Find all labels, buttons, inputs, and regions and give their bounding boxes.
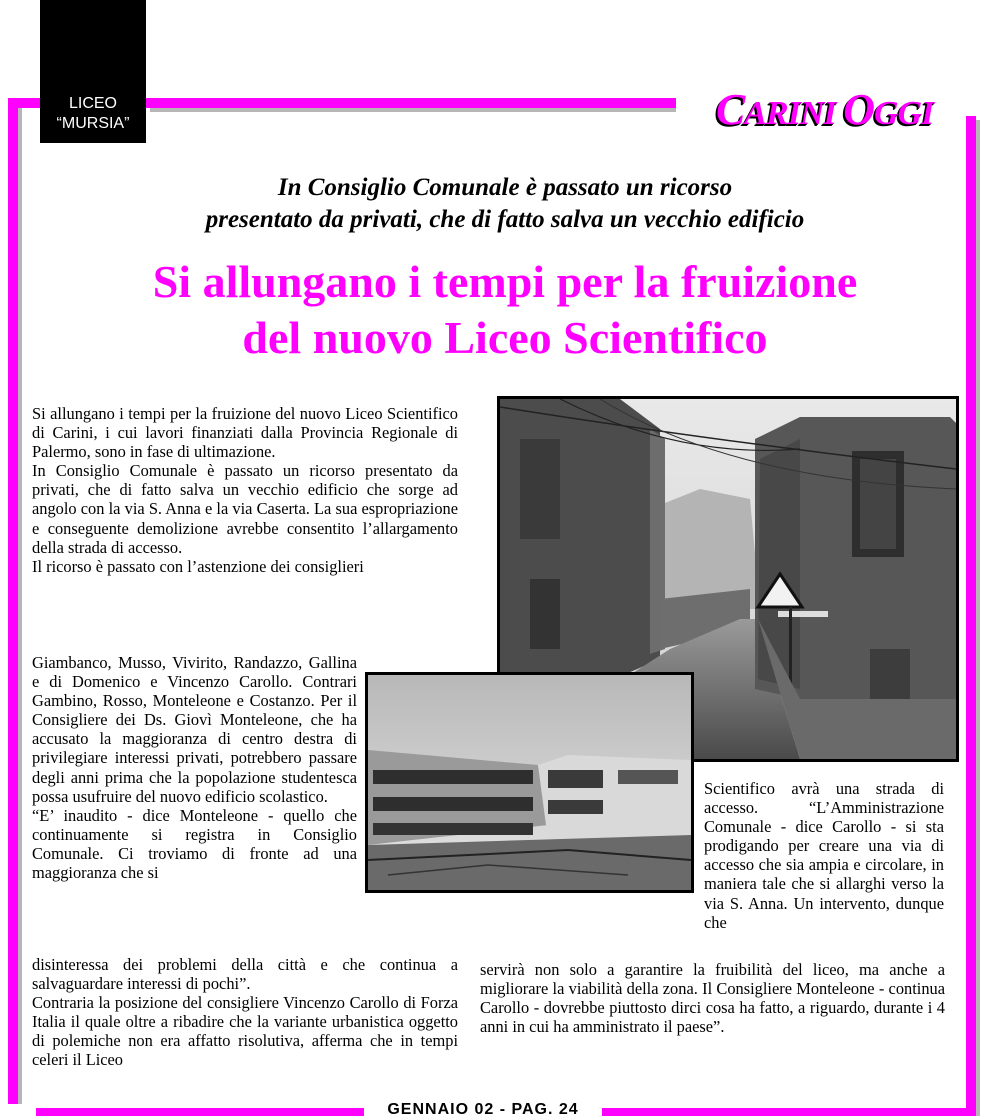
masthead-c: C bbox=[716, 85, 745, 134]
kicker bbox=[60, 172, 950, 236]
article-column-middle bbox=[32, 653, 357, 882]
bottom-bar-left bbox=[36, 1108, 364, 1116]
paragraph-2: In Consiglio Comunale è passato un ricorso presentato da privati, che di fatto salva un vecchio edificio che sorge ad angolo con la via S. Anna e la via Caserta. La sua espropriazione e conseguente demolizione avrebbe consentito l’allargamento della strada di accesso. bbox=[32, 461, 458, 557]
masthead-logo bbox=[716, 84, 946, 134]
article-column-bottom bbox=[32, 955, 458, 1070]
headline-line-1: Si allungano i tempi per la fruizione bbox=[152, 256, 858, 307]
bottom-bar-right bbox=[602, 1108, 976, 1116]
paragraph-6-continued: servirà non solo a garantire la fruibilità del liceo, ma anche a migliorare la viabilità della zona. Il Consigliere Monteleone - continua Carollo - dovrebbe piuttosto dirci cosa ha fatto, a riguardo, durante i 4 anni in cui ha amministrato il paese”. bbox=[480, 960, 945, 1037]
masthead-o: O bbox=[843, 85, 875, 134]
paragraph-4-continued: disinteressa dei problemi della città e che continua a salvaguardare interessi di pochi”. bbox=[32, 955, 458, 994]
paragraph-3-first-line: Il ricorso è passato con l’astenzione dei consiglieri bbox=[32, 556, 364, 576]
kicker-line-2: presentato da privati, che di fatto salva un vecchio edificio bbox=[205, 206, 805, 233]
paragraph-1: Si allungano i tempi per la fruizione del nuovo Liceo Scientifico di Carini, i cui lavori finanziati dalla Provincia Regionale di Palermo, sono in fase di ultimazione. bbox=[32, 404, 458, 462]
masthead-ggi: GGI bbox=[874, 95, 934, 132]
frame-left-bar bbox=[8, 98, 18, 1104]
kicker-line-1: In Consiglio Comunale è passato un ricorso bbox=[277, 174, 733, 201]
masthead-arini: ARINI bbox=[744, 95, 844, 132]
paragraph-6: Scientifico avrà una strada di accesso. “L’Amministrazione Comunale - dice Carollo - si sta prodigando per creare una via di accesso che sia ampia e circolare, in maniera tale che si allarghi verso la via S. Anna. Un intervento, dunque che bbox=[704, 779, 944, 932]
page-footer: GENNAIO 02 - PAG. 24 bbox=[387, 1101, 579, 1118]
article-column-right bbox=[704, 779, 944, 932]
school-label-box bbox=[40, 0, 146, 143]
frame-left-shadow bbox=[18, 108, 22, 1104]
headline bbox=[30, 254, 980, 366]
paragraph-3-rest: Giambanco, Musso, Vivirito, Randazzo, Gallina e di Domenico e Vincenzo Carollo. Contrari Gambino, Rosso, Monteleone e Costanzo. Per il Consigliere dei Ds. Giovì Monteleone, che ha accusato la maggioranza di centro destra di privilegiare interessi privati, potrebbero passare degli anni prima che la popolazione studentesca possa usufruire del nuovo edificio scolastico. bbox=[32, 653, 357, 806]
article-column-top bbox=[32, 404, 458, 576]
paragraph-4: “E’ inaudito - dice Monteleone - quello che continuamente si registra in Consiglio Comunale. Ci troviamo di fronte ad una maggioranza che si bbox=[32, 805, 357, 883]
top-bar-shadow bbox=[150, 108, 676, 112]
school-label-line2: “MURSIA” bbox=[56, 115, 130, 132]
paragraph-5: Contraria la posizione del consigliere Vincenzo Carollo di Forza Italia il quale oltre a ribadire che la variante urbanistica oggetto di polemiche non era affatto risolutiva, afferma che in tempi celeri il Liceo bbox=[32, 993, 458, 1070]
school-label-line1: LICEO bbox=[68, 95, 117, 112]
headline-line-2: del nuovo Liceo Scientifico bbox=[242, 312, 768, 363]
school-building-photo-image bbox=[368, 675, 691, 890]
school-building-photo bbox=[365, 672, 694, 893]
article-column-right-bottom bbox=[480, 960, 945, 1036]
top-magenta-bar bbox=[146, 98, 676, 108]
